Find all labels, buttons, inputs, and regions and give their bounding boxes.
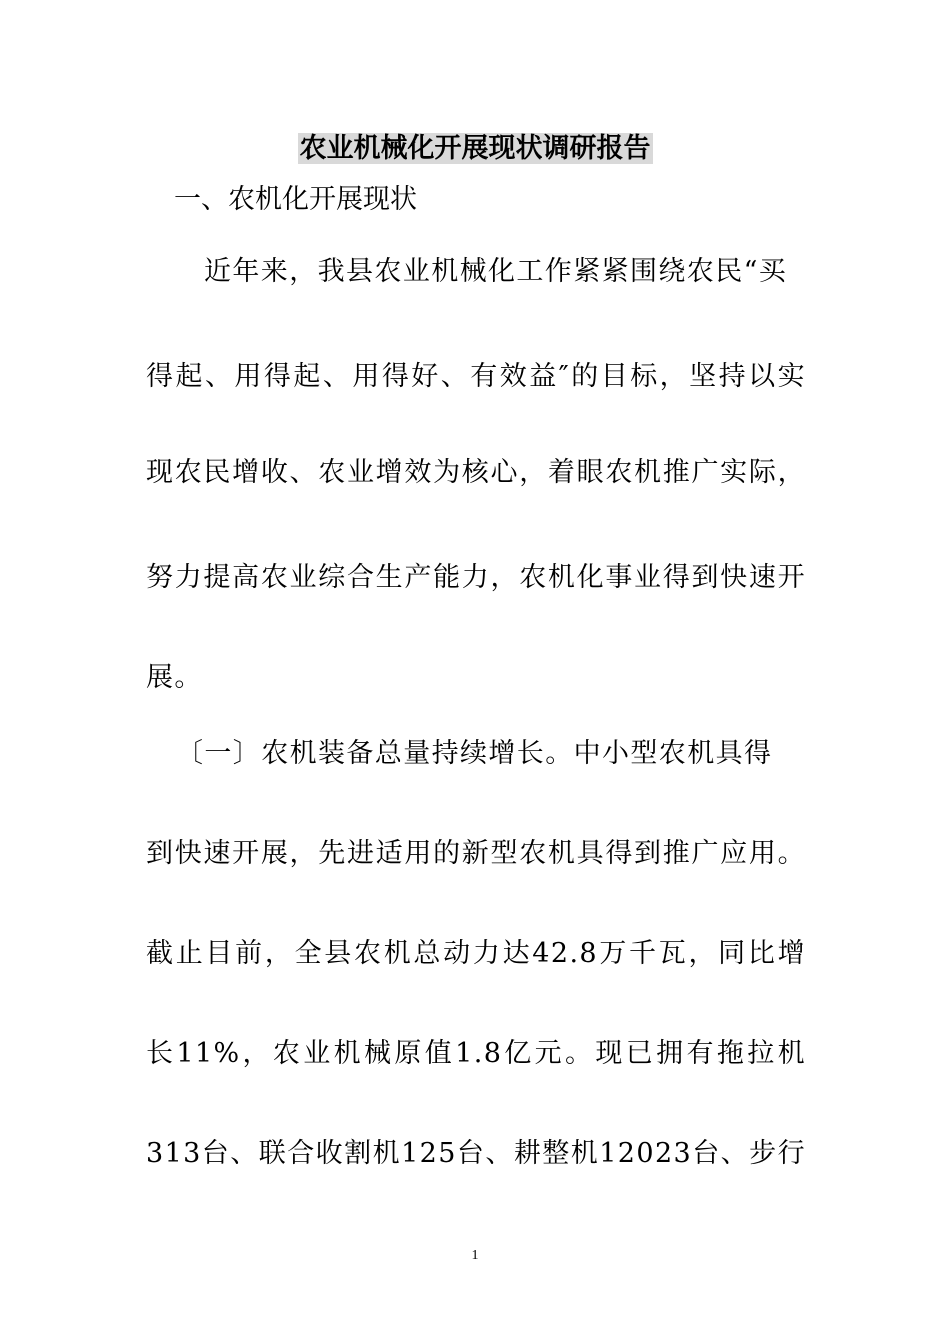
document-title-text: 农业机械化开展现状调研报告 — [299, 133, 651, 164]
paragraph-line-1: 近年来，我县农业机械化工作紧紧围绕农民“买 — [204, 256, 788, 287]
paragraph-line-6: 〔一〕农机装备总量持续增长。中小型农机具得 — [176, 738, 773, 769]
paragraph-line-7: 到快速开展，先进适用的新型农机具得到推广应用。 — [146, 838, 806, 869]
paragraph-line-5: 展。 — [146, 662, 203, 693]
section-heading: 一、农机化开展现状 — [174, 184, 417, 215]
paragraph-line-3: 现农民增收、农业增效为核心，着眼农机推广实际， — [146, 457, 806, 488]
document-title — [0, 127, 950, 171]
paragraph-line-4: 努力提高农业综合生产能力，农机化事业得到快速开 — [146, 562, 806, 593]
page-number: 1 — [471, 1248, 479, 1263]
paragraph-line-9: 长11%，农业机械原值1.8亿元。现已拥有拖拉机 — [146, 1038, 806, 1069]
paragraph-line-2: 得起、用得起、用得好、有效益″的目标，坚持以实 — [146, 361, 806, 392]
paragraph-line-8: 截止目前，全县农机总动力达42.8万千瓦，同比增 — [146, 938, 806, 969]
paragraph-line-10: 313台、联合收割机125台、耕整机12023台、步行 — [146, 1138, 806, 1169]
